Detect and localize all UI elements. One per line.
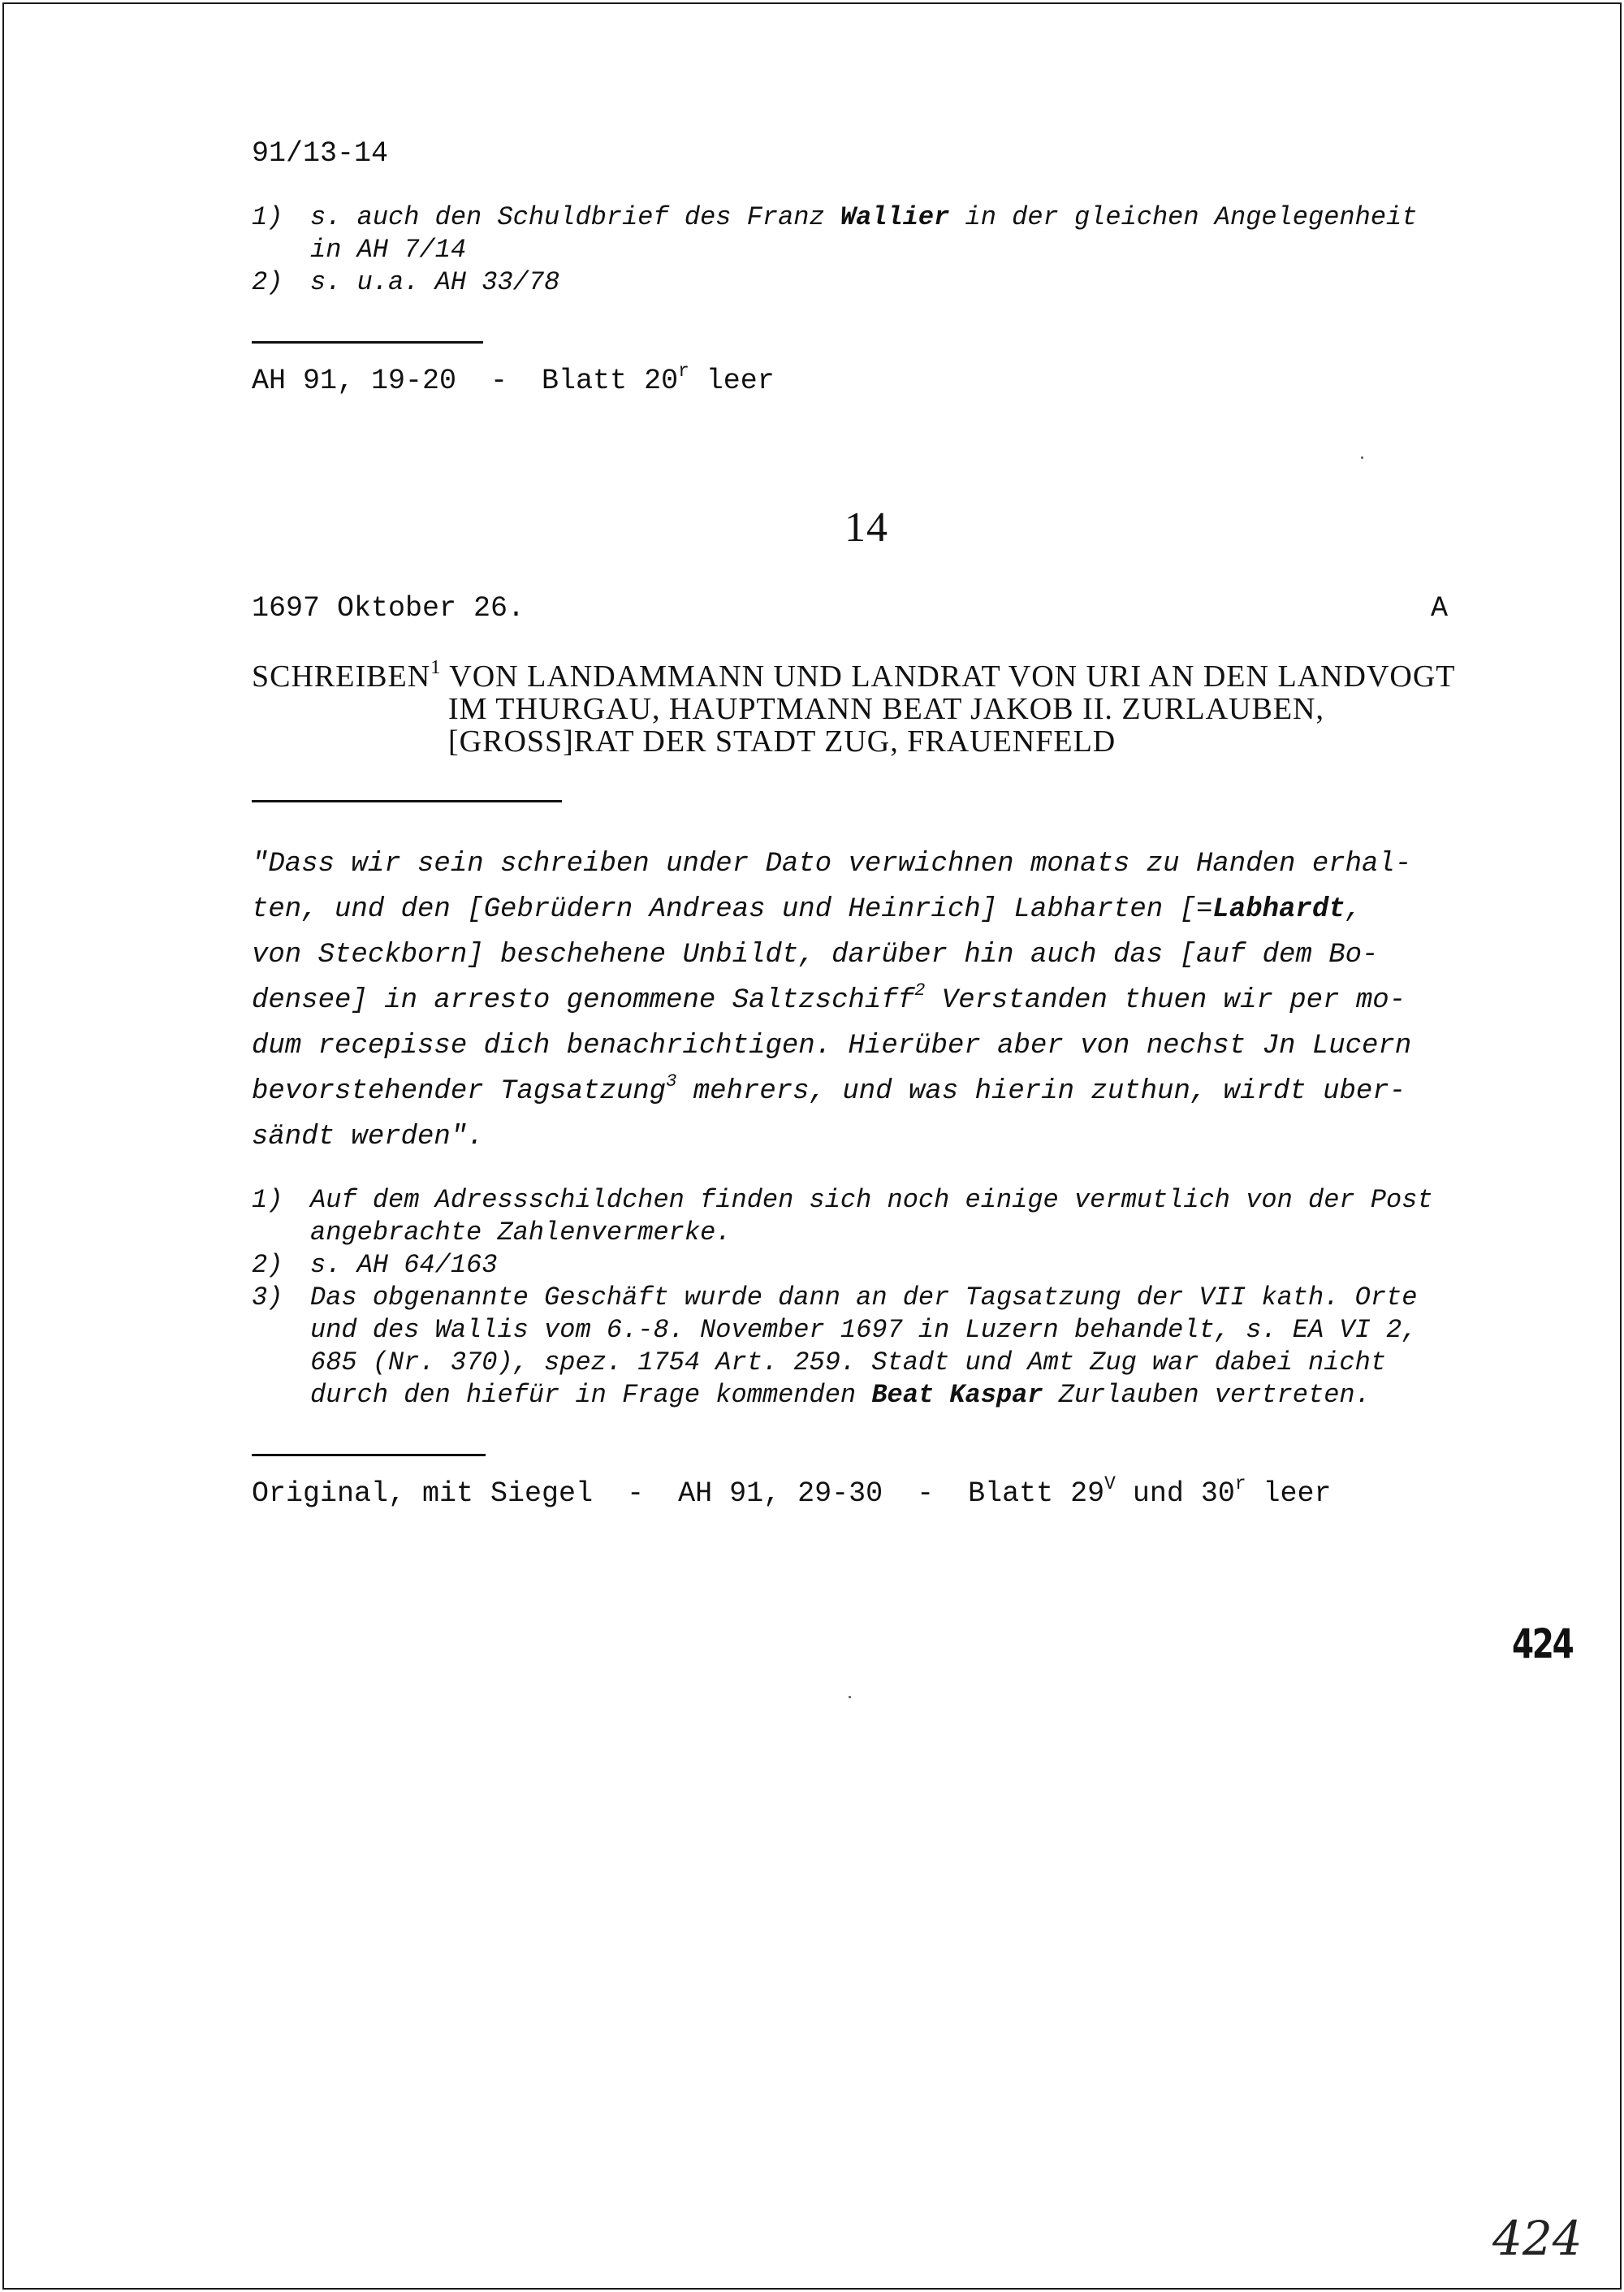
heading-separator	[252, 800, 562, 802]
stamped-page-number: 424	[1512, 1620, 1573, 1667]
footnote-3-line1: Das obgenannte Geschäft wurde dann an der Tagsatzung der VII kath. Orte	[310, 1282, 1418, 1312]
archive-reference: 91/13-14	[252, 137, 389, 170]
top-source-line: AH 91, 19-20 - Blatt 20$^r$ leer	[252, 361, 775, 397]
footnote-3-line3: 685 (Nr. 370), spez. 1754 Art. 259. Stadt und Amt Zug war dabei nicht	[310, 1347, 1387, 1377]
speck	[1361, 456, 1363, 459]
footnote-separator-bottom	[252, 1454, 486, 1456]
bottom-source-line: Original, mit Siegel - AH 91, 29-30 - Blatt $29^V$ und 30$^r$ leer	[252, 1473, 1332, 1510]
quote-line-4: densee] in arresto genommene Saltzschiff$^2$ Verstanden thuen wir per mo-	[252, 980, 1406, 1016]
footnote-1-line1: Auf dem Adressschildchen finden sich noch einige vermutlich von der Post	[310, 1185, 1433, 1215]
top-note-1-line1: s. auch den Schuldbrief des Franz Wallier in der gleichen Angelegenheit	[310, 202, 1418, 232]
quote-line-7: sändt werden".	[252, 1122, 484, 1152]
heading-line-1: SCHREIBEN$^1$ VON LANDAMMANN UND LANDRAT VON URI AN DEN LANDVOGT	[252, 655, 1456, 694]
footnote-1-line2: angebrachte Zahlenvermerke.	[310, 1217, 732, 1248]
footnote-separator-top	[252, 341, 483, 344]
footnote-1-number: 1)	[252, 1185, 283, 1215]
quote-line-3: von Steckborn] beschehene Unbildt, darüber hin auch das [auf dem Bo-	[252, 940, 1379, 971]
top-note-1-number: 1)	[252, 202, 283, 232]
footnote-3-line2: und des Wallis vom 6.-8. November 1697 in Luzern behandelt, s. EA VI 2,	[310, 1315, 1418, 1345]
heading-line-3: [GROSS]RAT DER STADT ZUG, FRAUENFELD	[448, 724, 1116, 759]
heading-line-2: IM THURGAU, HAUPTMANN BEAT JAKOB II. ZURLAUBEN,	[448, 692, 1324, 726]
top-note-2-line1: s. u.a. AH 33/78	[310, 267, 560, 297]
footnote-3-line4: durch den hiefür in Frage kommenden Beat Kaspar Zurlauben vertreten.	[310, 1380, 1371, 1410]
handwritten-page-number: 424	[1492, 2211, 1583, 2266]
document-type: A	[1431, 592, 1449, 625]
top-note-1-line2: in AH 7/14	[310, 235, 467, 265]
quote-line-2: ten, und den [Gebrüdern Andreas und Heinrich] Labharten [=Labhardt,	[252, 894, 1363, 925]
footnote-3-number: 3)	[252, 1282, 283, 1312]
date-line: 1697 Oktober 26.	[252, 592, 525, 625]
quote-line-5: dum recepisse dich benachrichtigen. Hierüber aber von nechst Jn Lucern	[252, 1031, 1412, 1062]
footnote-2-number: 2)	[252, 1250, 283, 1280]
document-number: 14	[844, 504, 888, 551]
speck	[849, 1696, 851, 1698]
page-border	[2, 2, 1622, 2290]
top-note-2-number: 2)	[252, 267, 283, 297]
quote-line-1: "Dass wir sein schreiben under Dato verwichnen monats zu Handen erhal-	[252, 849, 1412, 880]
quote-line-6: bevorstehender Tagsatzung$^3$ mehrers, und was hierin zuthun, wirdt uber-	[252, 1071, 1406, 1107]
footnote-2-line1: s. AH 64/163	[310, 1250, 498, 1280]
